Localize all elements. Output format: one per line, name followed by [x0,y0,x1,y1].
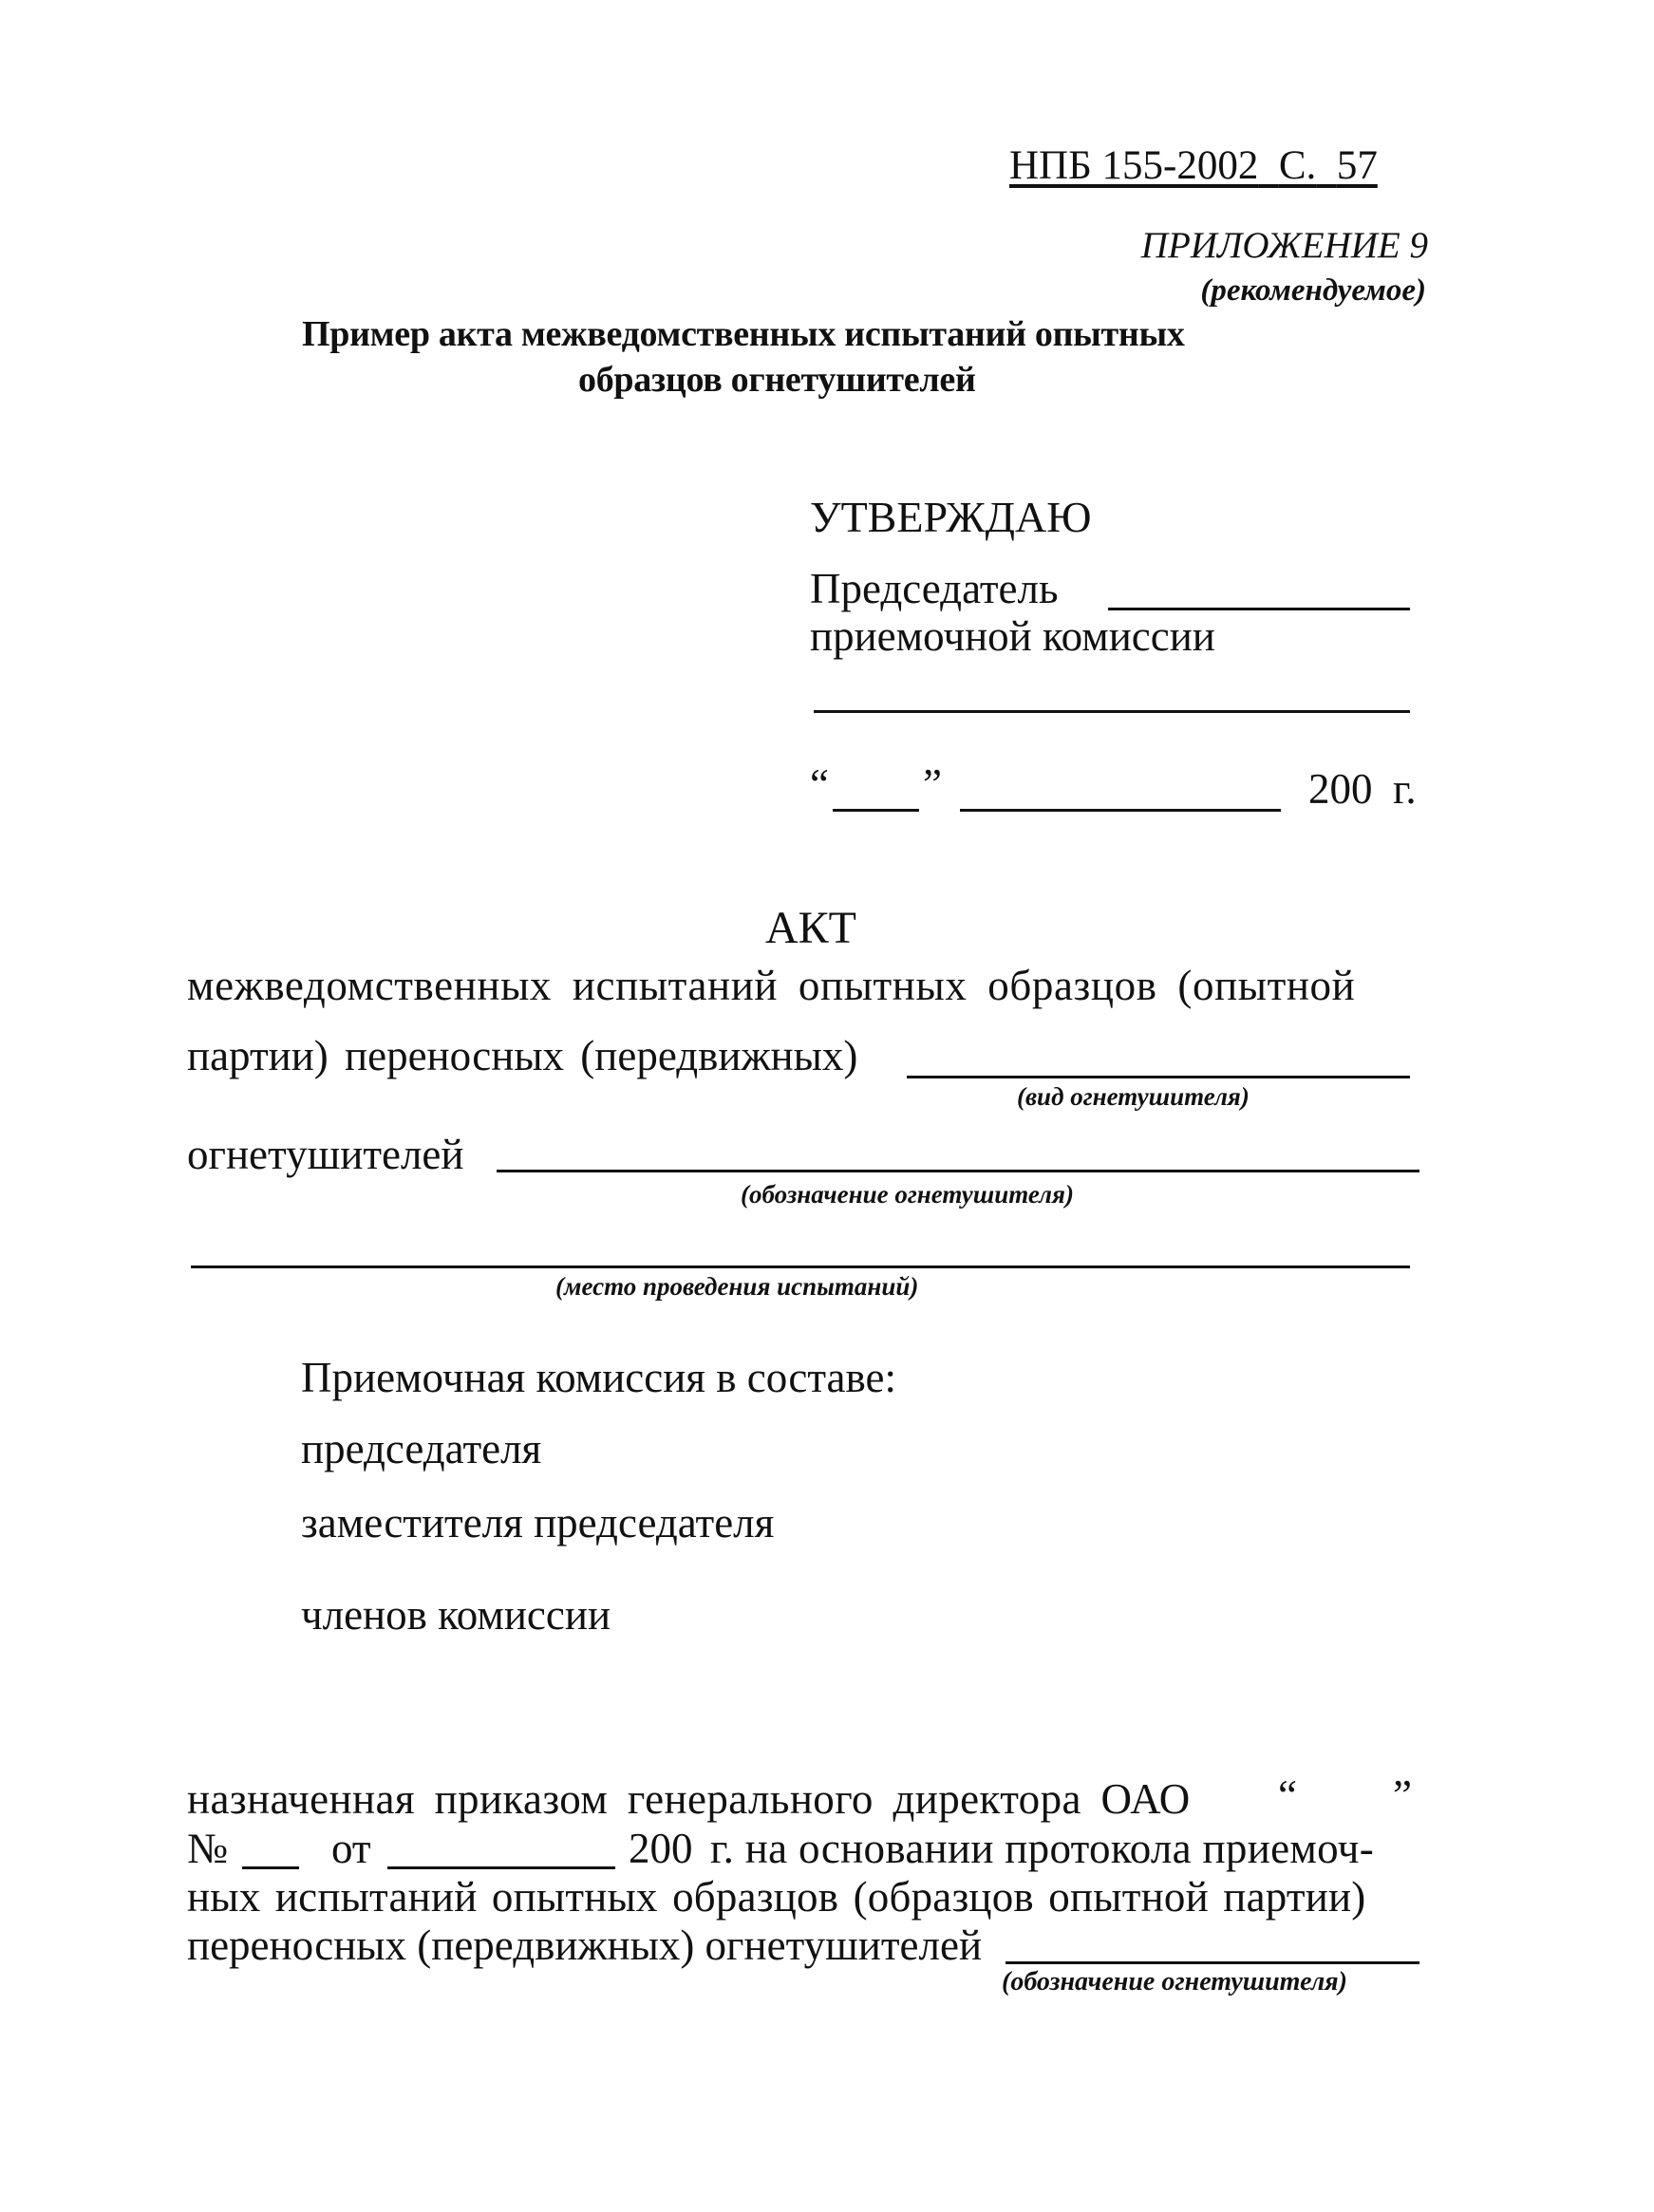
order-line2-rest: г. на основании протокола приемоч- [710,1825,1374,1872]
example-title-line2: образцов огнетушителей [578,360,976,400]
act-line1: межведомственных испытаний опытных образцов (опытной [187,962,1356,1009]
commission-heading: Приемочная комиссия в составе: [301,1354,896,1401]
appendix-title: ПРИЛОЖЕНИЕ 9 [1140,225,1428,266]
approval-month-line [960,809,1281,812]
order-date-line [387,1866,615,1869]
act-caption-type: (вид огнетушителя) [1017,1082,1250,1111]
order-line4: переносных (передвижных) огнетушителей [187,1921,983,1969]
page-header [1009,142,1378,189]
act-designation-line [497,1170,1419,1172]
appendix-note: (рекомендуемое) [1200,273,1426,308]
order-line3: ных испытаний опытных образцов (образцов опытной партии) [187,1873,1366,1921]
page-number: 57 [1336,143,1378,188]
approval-day-line [833,809,919,812]
example-title-line1: Пример акта межведомственных испытаний опытных [302,314,1185,354]
order-line1: назначенная приказом генерального директора ОАО [187,1775,1191,1823]
approval-quote-close: ” [923,760,942,808]
commission-chairman: председателя [301,1425,542,1472]
act-line3: огнетушителей [187,1131,464,1178]
commission-members: членов комиссии [301,1591,611,1639]
order-year: 200 [629,1825,693,1872]
approval-heading: УТВЕРЖДАЮ [810,493,1092,541]
approval-chairman-line1: Председатель [810,565,1059,612]
approval-chairman-line2: приемочной комиссии [810,612,1215,660]
order-designation-line [1006,1961,1419,1964]
page-prefix: С. [1278,143,1317,188]
act-title: АКТ [765,903,856,953]
approval-year: 200 [1308,765,1373,813]
doc-code: НПБ 155-2002 [1009,143,1259,188]
order-quote-open: “ [1278,1771,1297,1819]
order-quote-close: ” [1393,1771,1412,1819]
approval-name-line [814,710,1410,713]
act-type-line [907,1076,1410,1078]
order-number-line [242,1866,299,1869]
act-caption-designation: (обозначение огнетушителя) [741,1180,1074,1209]
act-line2: партии) переносных (передвижных) [187,1032,858,1079]
approval-signature-line [1108,608,1410,610]
act-caption-place: (место проведения испытаний) [555,1272,919,1301]
order-from-word: от [331,1825,371,1872]
act-place-line [191,1265,1410,1268]
order-number-sign: № [187,1825,228,1872]
commission-deputy: заместителя председателя [301,1499,775,1547]
approval-quote-open: “ [810,760,829,808]
order-caption-designation: (обозначение огнетушителя) [1002,1967,1347,1996]
approval-year-suffix: г. [1393,765,1417,813]
